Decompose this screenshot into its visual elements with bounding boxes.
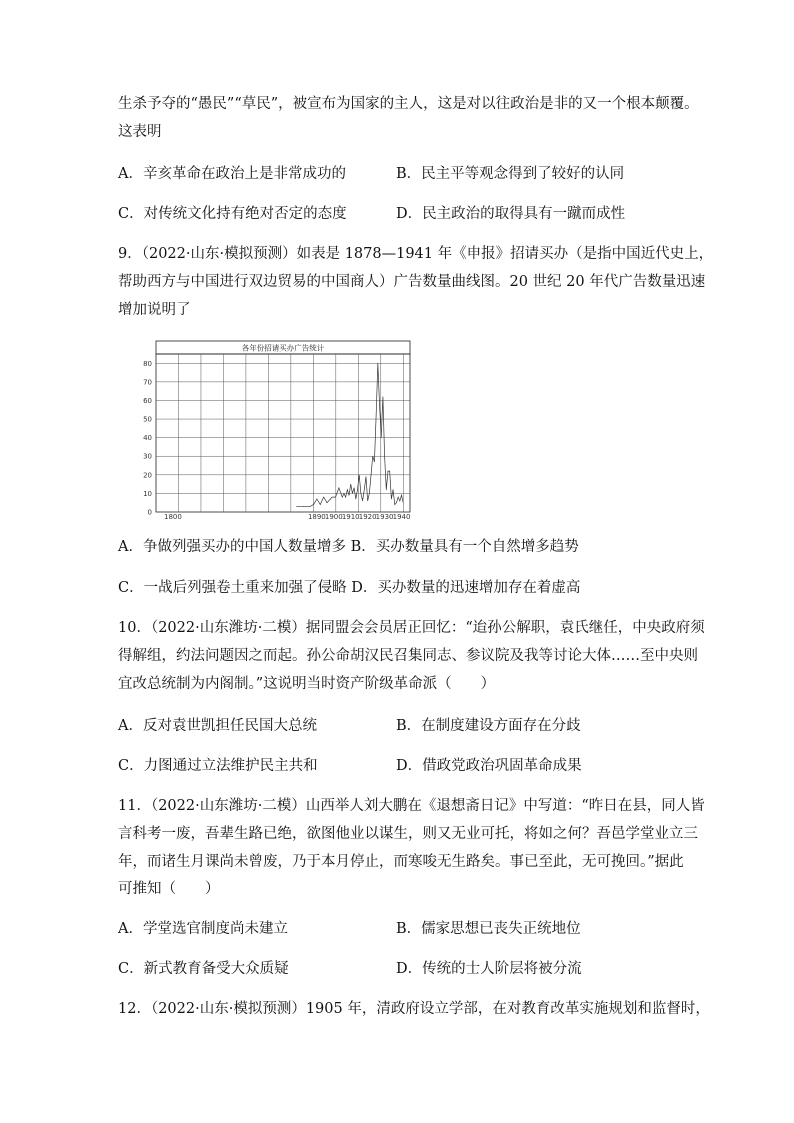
chart-data-point bbox=[384, 456, 385, 457]
q10-line-1: 10．（2022·山东潍坊·二模）据同盟会会员居正回忆：“迨孙公解职，袁氏继任，中央政府须 bbox=[118, 620, 705, 636]
chart-data-point bbox=[339, 488, 340, 489]
q11-option-d: D．传统的士人阶层将被分流 bbox=[396, 961, 582, 977]
chart-data-point bbox=[391, 499, 392, 500]
chart-y-tick-label: 40 bbox=[143, 434, 152, 443]
chart-data-point bbox=[313, 504, 314, 505]
chart-data-point bbox=[388, 471, 389, 472]
chart-data-point bbox=[359, 475, 360, 476]
chart-data-point bbox=[386, 489, 387, 490]
chart-x-tick-label: 1930 bbox=[375, 513, 394, 520]
q8-option-c: C．对传统文化持有绝对否定的态度 bbox=[118, 206, 347, 222]
chart-y-tick-label: 0 bbox=[147, 508, 152, 517]
chart-data-point bbox=[389, 471, 390, 472]
chart-y-tick-label: 70 bbox=[143, 378, 152, 387]
chart-data-point bbox=[349, 495, 350, 496]
q8-option-b: B．民主平等观念得到了较好的认同 bbox=[396, 166, 625, 182]
chart-x-tick-label: 1800 bbox=[164, 513, 182, 520]
chart-background bbox=[120, 340, 412, 520]
chart-data-point bbox=[371, 475, 372, 476]
chart-title: 各年份招请买办广告统计 bbox=[241, 343, 325, 353]
chart-data-point bbox=[362, 501, 363, 502]
chart-data-point bbox=[400, 501, 401, 502]
chart-data-point bbox=[345, 497, 346, 498]
chart-data-point bbox=[354, 488, 355, 489]
q10-option-a: A．反对袁世凯担任民国大总统 bbox=[118, 718, 317, 734]
q11-line-4: 可推知（ ） bbox=[118, 881, 220, 897]
chart-y-tick-label: 10 bbox=[143, 489, 152, 498]
chart-x-tick-label: 1920 bbox=[358, 513, 377, 520]
chart-y-tick-label: 80 bbox=[143, 359, 152, 368]
chart-data-point bbox=[364, 489, 365, 490]
q9-options-cd: C．一战后列强卷土重来加强了侵略 D．买办数量的迅速增加存在着虚高 bbox=[118, 580, 581, 596]
q8-line-2: 这表明 bbox=[118, 124, 162, 140]
chart-data-point bbox=[378, 363, 379, 364]
q11-option-a: A．学堂选官制度尚未建立 bbox=[118, 921, 288, 937]
chart-x-tick-label: 1890 bbox=[307, 513, 326, 520]
chart-y-tick-labels bbox=[143, 360, 152, 517]
q10-option-d: D．借政党政治巩固革命成果 bbox=[396, 758, 582, 774]
q11-option-c: C．新式教育备受大众质疑 bbox=[118, 961, 289, 977]
q10-option-c: C．力图通过立法维护民主共和 bbox=[118, 758, 318, 774]
chart-data-point bbox=[379, 404, 380, 405]
chart-data-point bbox=[393, 489, 394, 490]
chart-data-point bbox=[310, 506, 311, 507]
chart-data-point bbox=[366, 476, 367, 477]
chart-data-point bbox=[352, 493, 353, 494]
chart-x-tick-label: 1900 bbox=[324, 513, 343, 520]
advertisement-line-chart bbox=[120, 340, 412, 520]
chart-data-point bbox=[383, 396, 384, 397]
chart-data-point bbox=[357, 489, 358, 490]
chart-data-point bbox=[344, 493, 345, 494]
chart-data-point bbox=[332, 497, 333, 498]
chart-x-tick-label: 1910 bbox=[341, 513, 360, 520]
q8-option-a: A．辛亥革命在政治上是非常成功的 bbox=[118, 166, 346, 182]
q9-line-2: 帮助西方与中国进行双边贸易的中国商人）广告数量曲线图。20 世纪 20 年代广告数量迅速 bbox=[118, 274, 706, 290]
chart-data-point bbox=[369, 493, 370, 494]
chart-y-tick-label: 30 bbox=[143, 452, 152, 461]
chart-data-point bbox=[335, 497, 336, 498]
chart-data-point bbox=[396, 502, 397, 503]
chart-data-point bbox=[350, 484, 351, 485]
chart-y-tick-label: 60 bbox=[143, 396, 152, 405]
chart-data-point bbox=[398, 497, 399, 498]
chart-data-point bbox=[296, 506, 297, 507]
chart-data-point bbox=[403, 502, 404, 503]
chart-data-point bbox=[317, 499, 318, 500]
chart-y-tick-label: 50 bbox=[143, 415, 152, 424]
q11-line-1: 11．（2022·山东潍坊·二模）山西举人刘大鹏在《退想斋日记》中写道：“昨日在县，同人皆 bbox=[118, 798, 705, 814]
q8-option-d: D．民主政治的取得具有一蹴而成性 bbox=[396, 206, 626, 222]
q10-line-3: 宜改总统制为内阁制。”这说明当时资产阶级革命派（ ） bbox=[118, 676, 496, 692]
chart-data-point bbox=[374, 462, 375, 463]
chart-data-point bbox=[361, 493, 362, 494]
chart-data-point bbox=[394, 504, 395, 505]
chart-data-point bbox=[330, 499, 331, 500]
chart-data-point bbox=[323, 497, 324, 498]
chart-x-tick-label: 1940 bbox=[392, 513, 411, 520]
chart-data-point bbox=[342, 497, 343, 498]
chart-data-point bbox=[303, 506, 304, 507]
chart-data-point bbox=[401, 495, 402, 496]
q12-line-1: 12．（2022·山东·模拟预测）1905 年，清政府设立学部，在对教育改革实施规划和监督时， bbox=[118, 1001, 710, 1017]
q9-options-ab: A．争做列强买办的中国人数量增多 B．买办数量具有一个自然增多趋势 bbox=[118, 539, 579, 555]
chart-data-point bbox=[347, 489, 348, 490]
chart-data-point bbox=[356, 499, 357, 500]
q9-line-3: 增加说明了 bbox=[118, 302, 191, 318]
chart-data-point bbox=[327, 502, 328, 503]
q10-option-b: B．在制度建设方面存在分歧 bbox=[396, 718, 581, 734]
q11-line-2: 言科考一废，吾辈生路已绝，欲图他业以谋生，则又无业可托，将如之何？吾邑学堂业立三 bbox=[118, 826, 698, 842]
q8-line-1: 生杀予夺的“愚民”“草民”，被宣布为国家的主人，这是对以往政治是非的又一个根本颠覆。 bbox=[118, 96, 699, 112]
q11-line-3: 年，而诸生月课尚未曾废，乃于本月停止，而寒唆无生路矣。事已至此，无可挽回。”据此 bbox=[118, 854, 684, 870]
chart-data-point bbox=[367, 501, 368, 502]
q9-line-1: 9．（2022·山东·模拟预测）如表是 1878—1941 年《申报》招请买办（是指中国近代史上， bbox=[118, 246, 714, 262]
chart-data-point bbox=[320, 504, 321, 505]
chart-data-point bbox=[376, 415, 377, 416]
q11-option-b: B．儒家思想已丧失正统地位 bbox=[396, 921, 581, 937]
q10-line-2: 得解组，约法问题因之而起。孙公命胡汉民召集同志、参议院及我等讨论大体……至中央则 bbox=[118, 648, 698, 664]
chart-y-tick-label: 20 bbox=[143, 471, 152, 480]
chart-data-point bbox=[372, 456, 373, 457]
chart-data-point bbox=[381, 437, 382, 438]
